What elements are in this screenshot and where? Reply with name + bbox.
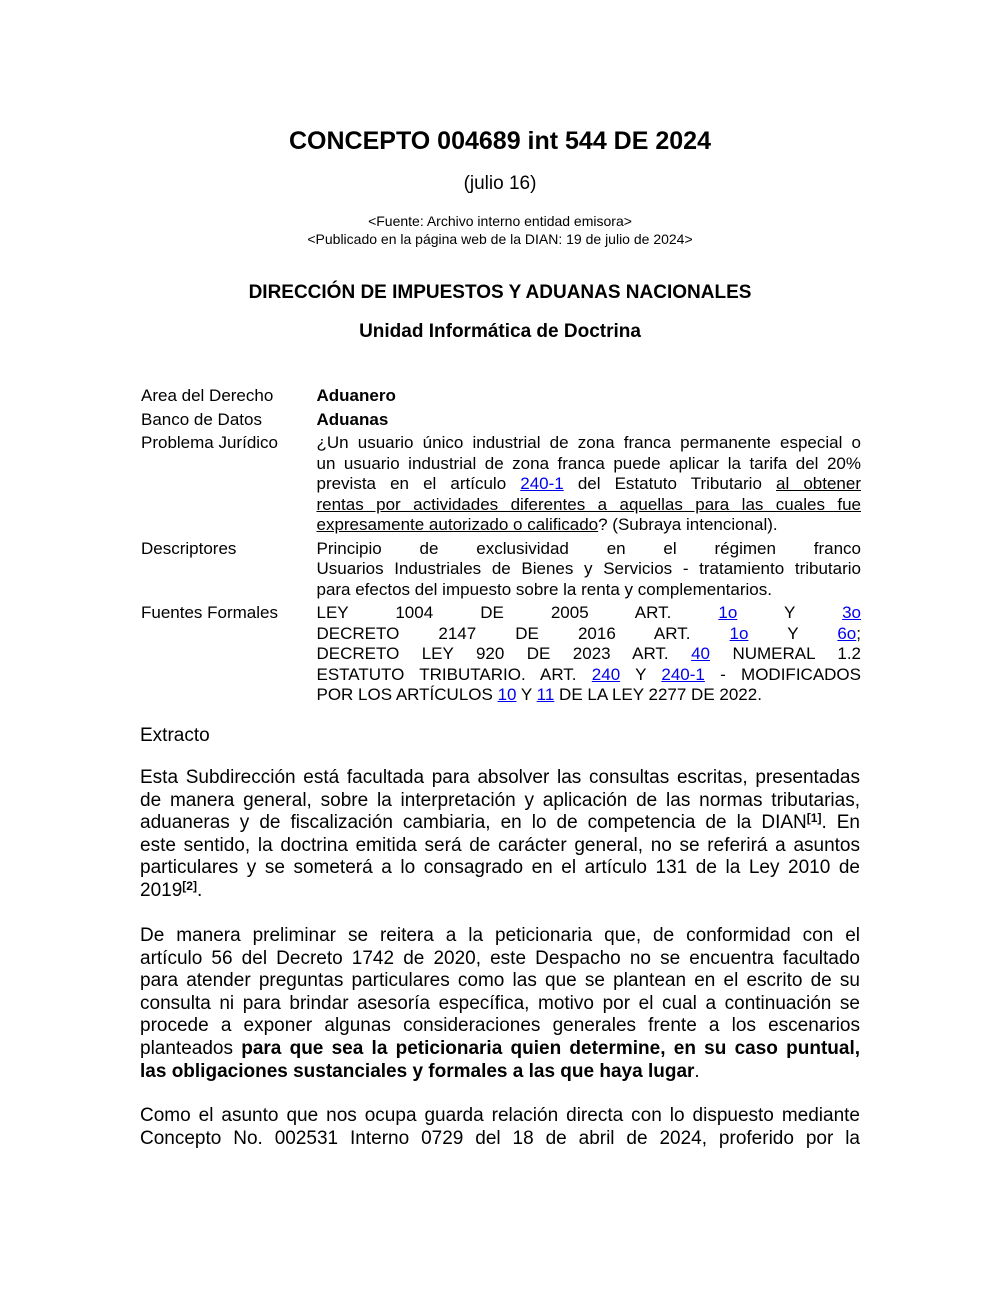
banco-label: Banco de Datos	[141, 409, 262, 429]
paragraph-line: artículo 56 del Decreto 1742 de 2020, este Despacho no se encuentra facultado	[140, 947, 860, 969]
fuentes-line	[316, 685, 861, 706]
paragraph-line	[140, 812, 860, 835]
paragraph-line	[140, 1061, 860, 1084]
published-line: <Publicado en la página web de la DIAN: 19 de julio de 2024>	[307, 231, 693, 247]
metadata-table	[141, 385, 861, 708]
text-span: Y	[748, 623, 838, 643]
underlined-text: al obtener	[776, 474, 861, 493]
link-decreto-2147-art-6o[interactable]: 6o	[837, 623, 857, 643]
area-label: Area del Derecho	[141, 386, 274, 405]
paragraph-line: Esta Subdirección está facultada para absolver las consultas escritas, presentadas	[140, 767, 860, 788]
text-span: prevista en el artículo	[316, 474, 521, 493]
link-et-art-240-1[interactable]: 240-1	[661, 664, 705, 684]
fuentes-line	[316, 603, 861, 624]
link-et-art-240[interactable]: 240	[591, 664, 621, 684]
text-span: DECRETO LEY 920 DE 2023 ART.	[316, 644, 692, 663]
meta-row-area	[141, 385, 861, 409]
meta-row-fuentes	[141, 602, 861, 708]
text-span: .	[694, 1060, 700, 1082]
bold-text: para que sea la peticionaria quien determine, en su caso puntual,	[241, 1037, 861, 1059]
descriptores-value	[316, 538, 861, 603]
link-decreto-920-art-40[interactable]: 40	[691, 644, 711, 663]
text-span: ? (Subraya intencional).	[598, 515, 778, 534]
fuentes-line	[316, 624, 861, 645]
text-span: Y	[737, 603, 843, 622]
fuentes-value	[316, 602, 861, 708]
problema-label: Problema Jurídico	[141, 433, 279, 452]
link-ley-1004-art-3o[interactable]: 3o	[842, 603, 862, 622]
descriptores-label: Descriptores	[141, 538, 237, 558]
problema-line: ¿Un usuario único industrial de zona franca permanente especial o	[316, 433, 861, 452]
link-ley-2277-art-10[interactable]: 10	[497, 685, 517, 704]
text-span: Y	[516, 685, 537, 704]
extracto-heading: Extracto	[140, 725, 210, 746]
meta-row-banco	[141, 409, 861, 433]
paragraph-line: procede a exponer algunas consideraciones generales frente a los escenarios	[140, 1015, 860, 1037]
fuentes-line	[316, 665, 861, 686]
text-span: LEY 1004 DE 2005 ART.	[316, 603, 719, 622]
problema-line	[316, 474, 861, 495]
source-notes	[0, 212, 1000, 248]
problema-line: un usuario industrial de zona franca puede aplicar la tarifa del 20%	[316, 453, 861, 473]
paragraph-line: este sentido, la doctrina emitida será de carácter general, no se referirá a asuntos	[140, 834, 860, 856]
bold-text: las obligaciones sustanciales y formales a las que haya lugar	[140, 1060, 695, 1082]
text-span: aduaneras y de fiscalización cambiaria, en lo de competencia de la DIAN	[140, 812, 807, 834]
underlined-text: expresamente autorizado o calificado	[316, 515, 599, 534]
paragraph-line: particulares y se someterá a lo consagrado en el artículo 131 de la Ley 2010 de	[140, 857, 860, 879]
text-span: 2019	[140, 879, 183, 901]
text-span: POR LOS ARTÍCULOS	[316, 685, 498, 704]
text-span: ;	[856, 623, 861, 643]
text-span: ESTATUTO TRIBUTARIO. ART.	[316, 664, 592, 684]
paragraph-line: de manera general, sobre la interpretación y aplicación de las normas tributarias,	[140, 789, 860, 811]
link-art-240-1[interactable]: 240-1	[520, 474, 564, 493]
footnote-ref-1[interactable]: [1]	[806, 811, 822, 826]
problema-value	[316, 432, 861, 538]
paragraph-line: Como el asunto que nos ocupa guarda relación directa con lo dispuesto mediante	[140, 1105, 860, 1126]
paragraph-line: Concepto No. 002531 Interno 0729 del 18 de abril de 2024, proferido por la	[140, 1127, 860, 1149]
link-ley-1004-art-1o[interactable]: 1o	[718, 603, 738, 622]
paragraph-preliminary	[140, 925, 860, 1083]
paragraph-reference	[140, 1105, 860, 1150]
fuentes-line	[316, 644, 861, 665]
text-span: Y	[620, 664, 662, 684]
text-span: del Estatuto Tributario	[563, 474, 777, 493]
problema-line: rentas por actividades diferentes a aquellas para las cuales fue	[316, 494, 861, 514]
text-span: NUMERAL 1.2	[710, 644, 861, 663]
paragraph-line: para atender preguntas particulares como las que se plantean en el escrito de su	[140, 970, 860, 992]
organization-heading: DIRECCIÓN DE IMPUESTOS Y ADUANAS NACIONALES	[248, 282, 752, 303]
text-span: planteados	[140, 1037, 242, 1059]
link-ley-2277-art-11[interactable]: 11	[536, 685, 555, 704]
text-span: .	[196, 879, 203, 901]
paragraph-line: consulta ni para brindar asesoría específica, motivo por el cual a continuación se	[140, 992, 860, 1014]
link-decreto-2147-art-1o[interactable]: 1o	[729, 623, 749, 643]
document-date: (julio 16)	[463, 173, 537, 194]
problema-line	[316, 515, 861, 536]
document-title: CONCEPTO 004689 int 544 DE 2024	[289, 127, 711, 155]
paragraph-line: De manera preliminar se reitera a la peticionaria que, de conformidad con el	[140, 925, 860, 946]
unit-heading: Unidad Informática de Doctrina	[359, 321, 641, 342]
footnote-ref-2[interactable]: [2]	[182, 878, 197, 893]
descriptores-line: para efectos del impuesto sobre la renta y complementarios.	[316, 579, 772, 599]
paragraph-competence	[140, 767, 860, 903]
meta-row-descriptores	[141, 538, 861, 603]
banco-value: Aduanas	[316, 409, 389, 429]
descriptores-line: Principio de exclusividad en el régimen franco	[316, 538, 861, 558]
text-span: - MODIFICADOS	[704, 664, 861, 684]
fuentes-label: Fuentes Formales	[141, 603, 278, 622]
paragraph-line	[140, 880, 860, 903]
text-span: DECRETO 2147 DE 2016 ART.	[316, 623, 730, 643]
meta-row-problema	[141, 432, 861, 538]
text-span: . En	[821, 812, 860, 834]
paragraph-line	[140, 1038, 860, 1061]
area-value: Aduanero	[316, 386, 396, 405]
text-span: DE LA LEY 2277 DE 2022.	[554, 685, 762, 704]
descriptores-line: Usuarios Industriales de Bienes y Servicios - tratamiento tributario	[316, 559, 861, 578]
source-line: <Fuente: Archivo interno entidad emisora>	[368, 213, 632, 229]
